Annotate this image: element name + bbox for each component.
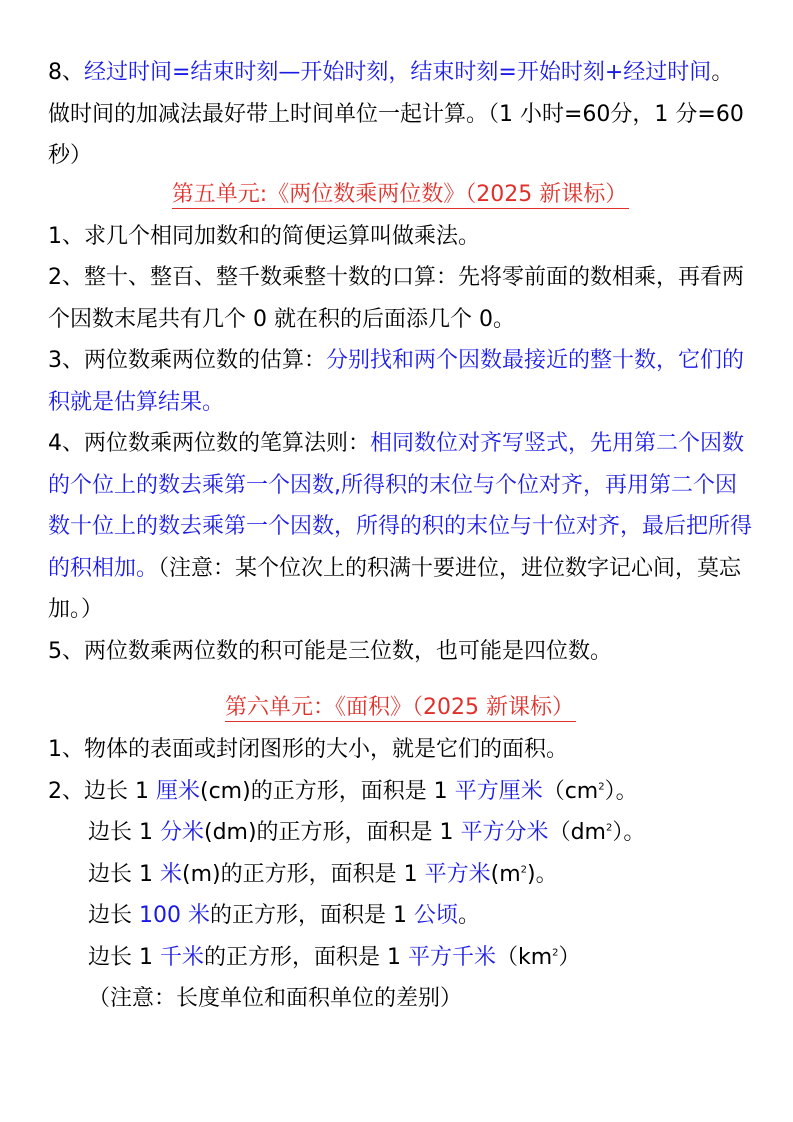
highlight-text: 分别找和两个因数最接近的整十数，它们的积就是估算结果。 <box>48 348 745 415</box>
unit6-note: （注意：长度单位和面积单位的差别） <box>88 986 463 1011</box>
highlight-text: 相同数位对齐写竖式，先用第二个因数的个位上的数去乘第一个因数,所得积的末位与个位对齐，再用第二个因数十位上的数去乘第一个因数，所得的积的末位与十位对齐，最后把所得的积相加。 <box>48 431 753 581</box>
unit6-heading: 第六单元：《面积》（2025 新课标） <box>225 695 574 720</box>
item-number: 8、 <box>48 60 84 85</box>
document-page <box>48 52 753 1020</box>
unit5-item-2: 2、整十、整百、整千数乘整十数的口算：先将零前面的数相乘，再看两个因数末尾共有几个 0 就在积的后面添几个 0。 <box>48 265 744 332</box>
item-8 <box>48 52 753 177</box>
unit6-item-2-line-4: 边长 100 米的正方形，面积是 1 公顷。 <box>88 903 481 928</box>
unit5-item-5: 5、两位数乘两位数的积可能是三位数，也可能是四位数。 <box>48 638 612 664</box>
unit5-heading: 第五单元:《两位数乘两位数》（2025 新课标） <box>171 181 628 207</box>
unit5-item-1: 1、求几个相同加数和的简便运算叫做乘法。 <box>48 223 480 249</box>
body-text: 。做时间的加减法最好带上时间单位一起计算。（1 小时=60分，1 分=60 秒） <box>48 60 744 168</box>
highlight-text: 经过时间=结束时刻—开始时刻，结束时刻=开始时刻+经过时间 <box>84 60 712 85</box>
unit5-item-3: 3、两位数乘两位数的估算：分别找和两个因数最接近的整十数，它们的积就是估算结果。 <box>48 348 745 415</box>
unit6-item-2-line-2: 边长 1 分米(dm)的正方形，面积是 1 平方分米$(dm^2)$。 <box>88 820 646 845</box>
unit6-item-1: 1、物体的表面或封闭图形的大小，就是它们的面积。 <box>48 737 568 762</box>
unit5-item-4: 4、两位数乘两位数的笔算法则：相同数位对齐写竖式，先用第二个因数的个位上的数去乘第一个因数,所得积的末位与个位对齐，再用第二个因数十位上的数去乘第一个因数，所得的积的末位与十位对齐，最后把所得的积相加。（注意：某个位次上的积满十要进位，进位数字记心间，莫忘加。） <box>48 431 753 622</box>
unit6-item-2-line-1: 2、边长 1 厘米(cm)的正方形，面积是 1 平方厘米$(cm^2)$。 <box>48 778 638 804</box>
unit6-item-2-line-3: 边长 1 米(m)的正方形，面积是 1 平方米$(m^2)$。 <box>88 861 558 887</box>
unit6-item-2-line-5: 边长 1 千米的正方形，面积是 1 平方千米$(km^2)$ <box>88 944 581 970</box>
